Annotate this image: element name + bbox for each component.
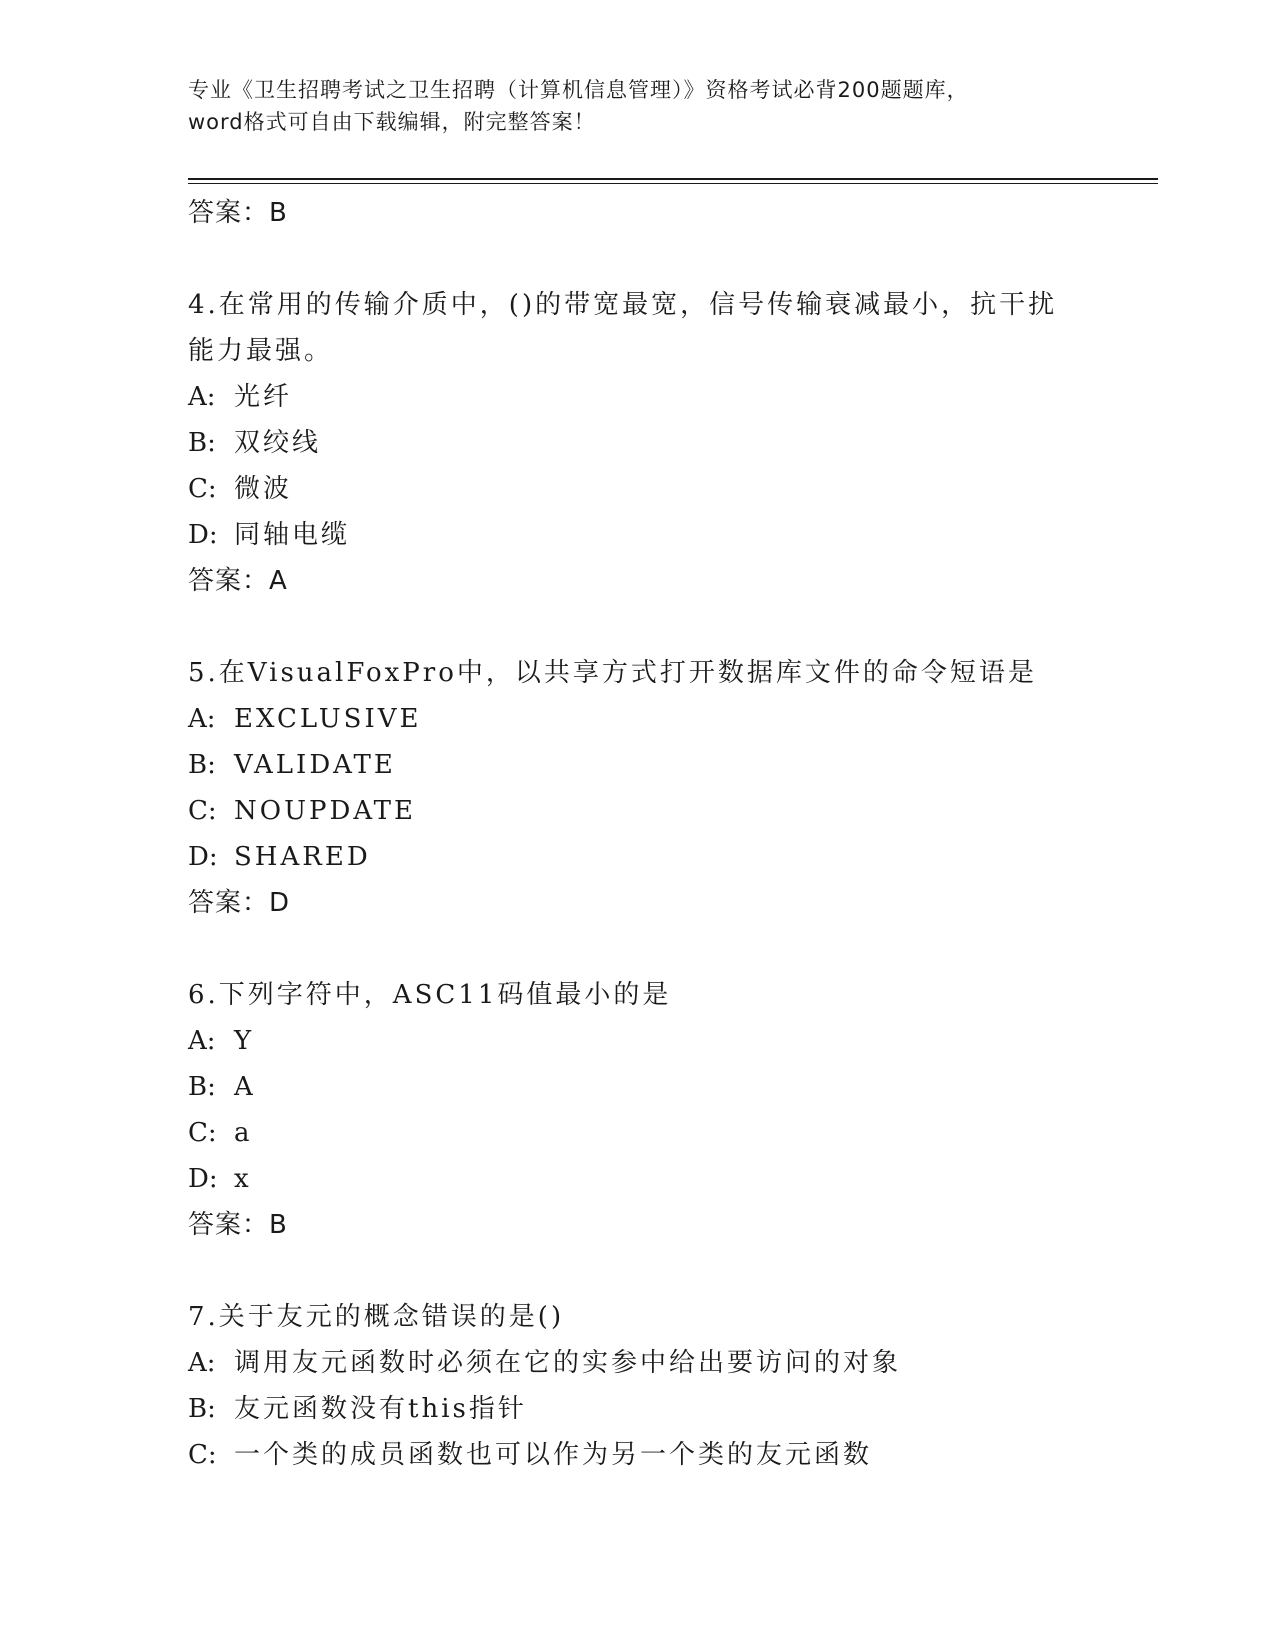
option-text: 一个类的成员函数也可以作为另一个类的友元函数 — [234, 1440, 873, 1470]
option-text: 双绞线 — [234, 428, 322, 458]
answer-option — [188, 834, 1088, 880]
answer-option — [188, 1064, 1088, 1110]
question-block — [188, 650, 1088, 972]
option-label: A: — [188, 382, 216, 412]
question-answer: 答案：A — [188, 566, 288, 596]
document-header — [188, 74, 1088, 138]
option-label: C: — [188, 1118, 217, 1148]
question-stem: 6.下列字符中，ASC11码值最小的是 — [188, 980, 672, 1010]
question-answer: 答案：D — [188, 888, 291, 918]
option-text: VALIDATE — [234, 750, 396, 780]
option-label: B: — [188, 1072, 216, 1102]
spacer — [188, 1248, 1088, 1294]
answer-option — [188, 466, 1088, 512]
option-text: 友元函数没有this指针 — [234, 1394, 527, 1424]
answer-option — [188, 1156, 1088, 1202]
option-text: a — [234, 1118, 253, 1148]
option-text: 光纤 — [234, 382, 293, 412]
option-label: B: — [188, 428, 216, 458]
question-block — [188, 1294, 1088, 1478]
option-text: NOUPDATE — [234, 796, 416, 826]
answer-option — [188, 788, 1088, 834]
option-label: A: — [188, 1348, 216, 1378]
question-block — [188, 282, 1088, 650]
header-title-line-1: 专业《卫生招聘考试之卫生招聘（计算机信息管理）》资格考试必背200题题库， — [188, 78, 969, 102]
header-divider-thin — [188, 183, 1158, 184]
answer-option — [188, 1340, 1088, 1386]
answer-option — [188, 1018, 1088, 1064]
option-label: C: — [188, 474, 217, 504]
option-label: B: — [188, 750, 216, 780]
question-stem: 7.关于友元的概念错误的是() — [188, 1302, 565, 1332]
question-block — [188, 972, 1088, 1294]
option-label: C: — [188, 796, 217, 826]
option-text: 微波 — [234, 474, 293, 504]
option-text: SHARED — [234, 842, 371, 872]
option-label: A: — [188, 1026, 216, 1056]
option-text: 同轴电缆 — [234, 520, 351, 550]
answer-option — [188, 742, 1088, 788]
header-divider-thick — [188, 178, 1158, 180]
answer-option — [188, 1432, 1088, 1478]
option-label: B: — [188, 1394, 216, 1424]
option-text: Y — [234, 1026, 255, 1056]
answer-option — [188, 696, 1088, 742]
option-text: EXCLUSIVE — [234, 704, 422, 734]
answer-option — [188, 374, 1088, 420]
option-label: A: — [188, 704, 216, 734]
answer-option — [188, 420, 1088, 466]
question-stem: 能力最强。 — [188, 336, 334, 366]
question-answer: 答案：B — [188, 1210, 288, 1240]
question-list — [188, 190, 1088, 1478]
spacer — [188, 926, 1088, 972]
answer-option — [188, 1386, 1088, 1432]
option-label: C: — [188, 1440, 217, 1470]
answer-option — [188, 512, 1088, 558]
option-text: 调用友元函数时必须在它的实参中给出要访问的对象 — [234, 1348, 902, 1378]
question-stem: 5.在VisualFoxPro中，以共享方式打开数据库文件的命令短语是 — [188, 658, 1037, 688]
answer-option — [188, 1110, 1088, 1156]
option-label: D: — [188, 1164, 218, 1194]
spacer — [188, 604, 1088, 650]
questions-container — [188, 282, 1088, 1478]
option-label: D: — [188, 842, 218, 872]
option-text: A — [234, 1072, 256, 1102]
option-label: D: — [188, 520, 218, 550]
option-text: x — [234, 1164, 252, 1194]
header-title-line-2: word格式可自由下载编辑，附完整答案！ — [188, 110, 596, 134]
question-stem: 4.在常用的传输介质中，()的带宽最宽，信号传输衰减最小，抗干扰 — [188, 290, 1058, 320]
spacer — [188, 236, 1088, 282]
previous-answer: 答案：B — [188, 198, 288, 228]
